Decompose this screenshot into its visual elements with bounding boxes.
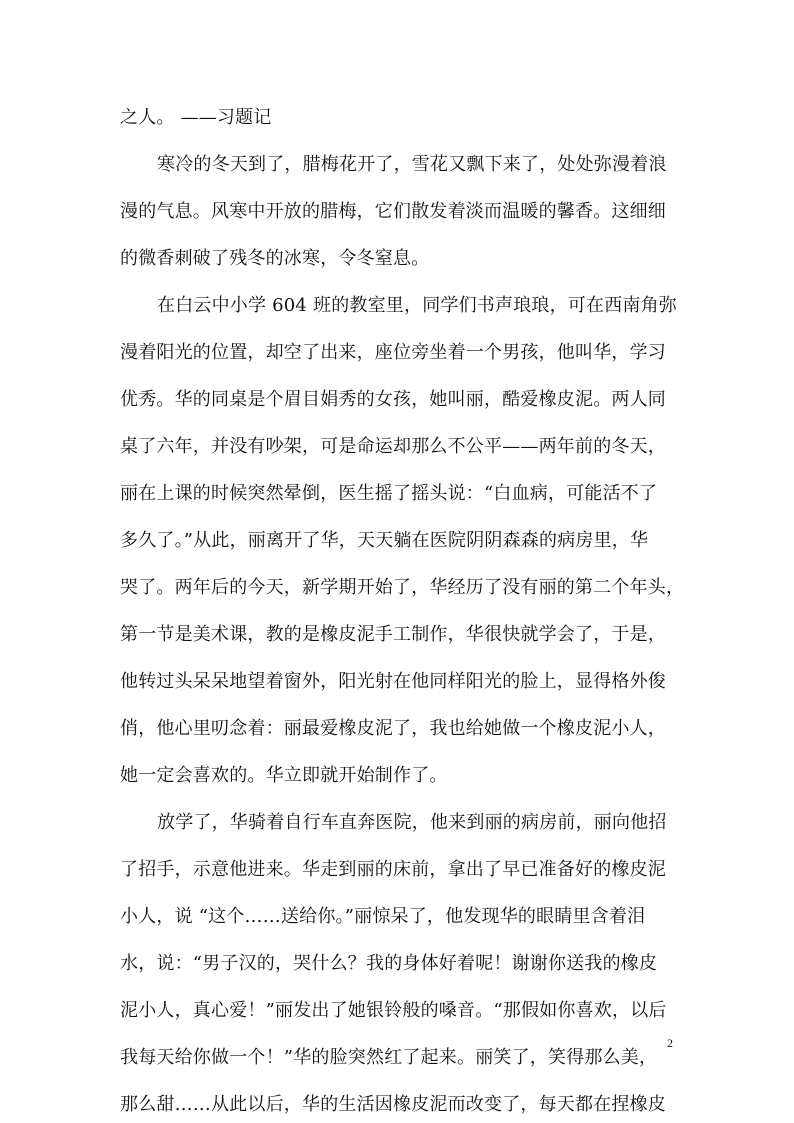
text-line: 哭了。两年后的今天，新学期开始了，华经历了没有丽的第二个年头，	[120, 577, 685, 598]
text-line: 泥小人，真心爱！”丽发出了她银铃般的嗓音。“那假如你喜欢，以后	[120, 1000, 667, 1021]
text-line: 他转过头呆呆地望着窗外，阳光射在他同样阳光的脸上，显得格外俊	[120, 671, 666, 692]
text-line: 多久了。”从此，丽离开了华，天天躺在医院阴阴森森的病房里，华	[120, 530, 649, 551]
text-line: 的微香刺破了残冬的冰寒，令冬窒息。	[120, 248, 430, 269]
text-line: 我每天给你做一个！”华的脸突然红了起来。丽笑了，笑得那么美，	[120, 1047, 658, 1068]
text-line: 漫着阳光的位置，却空了出来，座位旁坐着一个男孩，他叫华，学习	[120, 342, 666, 363]
text-line: 丽在上课的时候突然晕倒，医生摇了摇头说：“白血病，可能活不了	[120, 483, 658, 504]
text-line: 优秀。华的同桌是个眉目娟秀的女孩，她叫丽，酷爱橡皮泥。两人同	[120, 389, 666, 410]
text-line: 放学了，华骑着自行车直奔医院，他来到丽的病房前，丽向他招	[157, 812, 667, 833]
page-number: 2	[667, 1036, 673, 1050]
text-line: 桌了六年，并没有吵架，可是命运却那么不公平——两年前的冬天，	[120, 436, 666, 457]
text-line: 在白云中小学 604 班的教室里，同学们书声琅琅，可在西南角弥	[157, 295, 677, 316]
text-line: 水，说：“男子汉的，哭什么？我的身体好着呢！谢谢你送我的橡皮	[120, 953, 658, 974]
text-line: 漫的气息。风寒中开放的腊梅，它们散发着淡而温暖的馨香。这细细	[120, 201, 666, 222]
text-line: 那么甜……从此以后，华的生活因橡皮泥而改变了，每天都在捏橡皮	[120, 1094, 666, 1115]
text-line: 寒冷的冬天到了，腊梅花开了，雪花又飘下来了，处处弥漫着浪	[157, 154, 667, 175]
text-line: 俏，他心里叨念着：丽最爱橡皮泥了，我也给她做一个橡皮泥小人，	[120, 718, 666, 739]
text-line: 之人。 ——习题记	[120, 107, 272, 128]
text-line: 第一节是美术课，教的是橡皮泥手工制作，华很快就学会了，于是，	[120, 624, 666, 645]
text-line: 了招手，示意他进来。华走到丽的床前，拿出了早已准备好的橡皮泥	[120, 859, 666, 880]
text-line: 小人，说 “这个……送给你。”丽惊呆了，他发现华的眼睛里含着泪	[120, 906, 646, 927]
text-line: 她一定会喜欢的。华立即就开始制作了。	[120, 765, 448, 786]
